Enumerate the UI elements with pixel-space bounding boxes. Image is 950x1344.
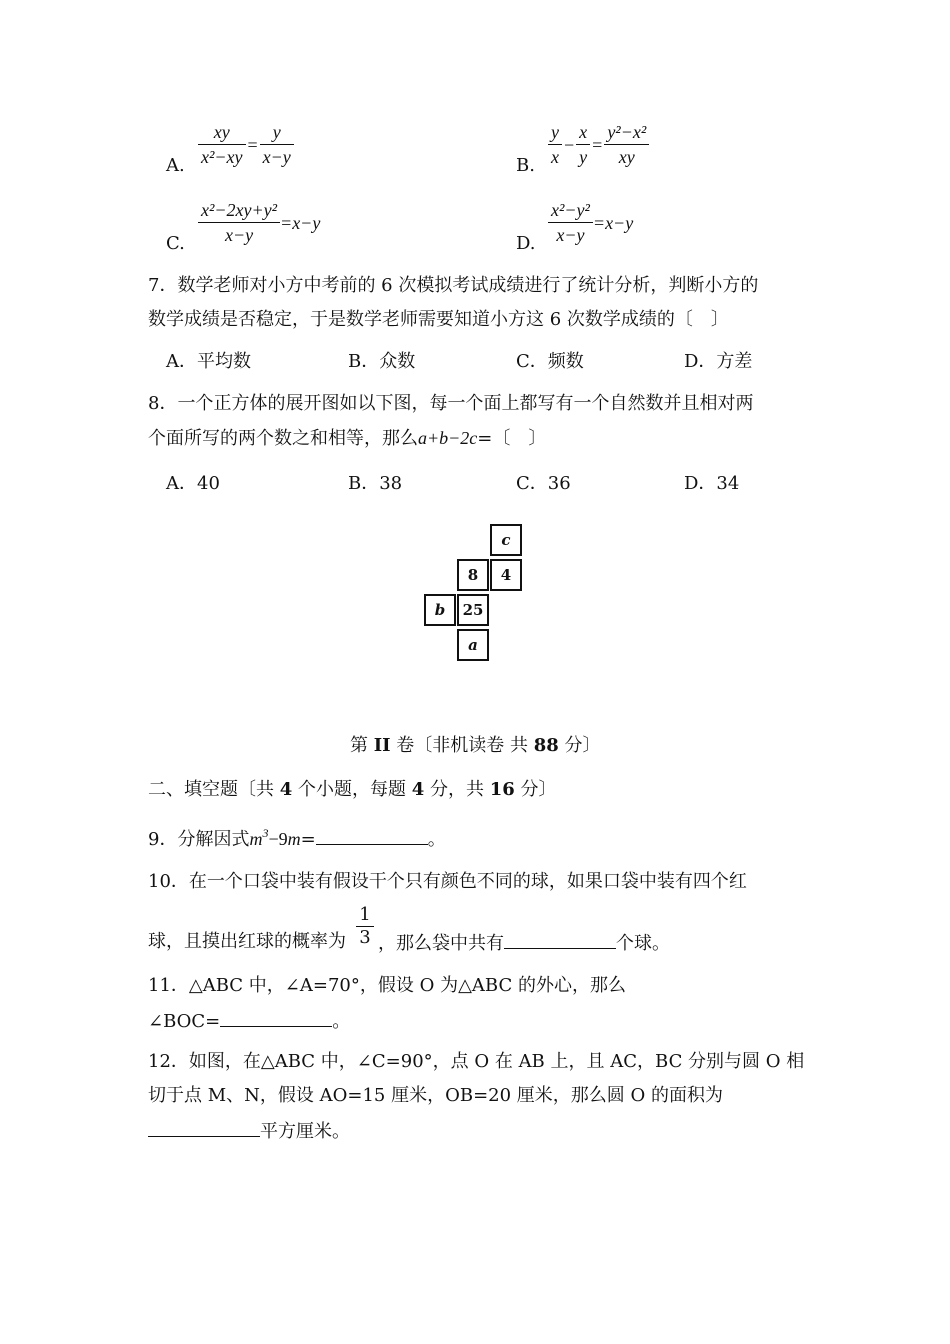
net-cell-c: c bbox=[490, 524, 522, 556]
q12-line1: 12．如图，在△ABC 中，∠C=90°，点 O 在 AB 上，且 AC，BC 分别与圆 O 相 bbox=[148, 1051, 805, 1072]
net-cell-25: 25 bbox=[457, 594, 489, 626]
q8-line2: 个面所写的两个数之和相等，那么a+b−2c=〔 〕 bbox=[148, 428, 547, 449]
q11-line1: 11．△ABC 中，∠A=70°，假设 O 为△ABC 的外心，那么 bbox=[148, 975, 626, 996]
q9: 9．分解因式$m^3-9m=$ 。 bbox=[148, 826, 446, 850]
net-cell-8: 8 bbox=[457, 559, 489, 591]
net-cell-b: b bbox=[424, 594, 456, 626]
q9-expression: $m^3-9m$ bbox=[249, 826, 301, 849]
net-cell-a: a bbox=[457, 629, 489, 661]
q6-a-equation: $\frac{xy}{\text{x²−xy}}$ = $\frac{y}{x-y}$ bbox=[198, 120, 294, 169]
q12-line3: 平方厘米。 bbox=[148, 1118, 350, 1144]
q10-line2: 球，且摸出红球的概率为 bbox=[148, 931, 346, 952]
q12-answer-blank[interactable] bbox=[148, 1118, 260, 1137]
q10-probability-fraction: 1 3 bbox=[356, 904, 374, 949]
q8-option-d: D．34 bbox=[684, 473, 740, 494]
q7-option-a: A．平均数 bbox=[166, 351, 251, 372]
q8-option-b: B．38 bbox=[348, 473, 403, 494]
q11-line2: ∠BOC= 。 bbox=[148, 1008, 350, 1034]
q9-answer-blank[interactable] bbox=[316, 826, 428, 845]
q8-option-a: A．40 bbox=[166, 473, 220, 494]
q10-answer-blank[interactable] bbox=[504, 930, 616, 949]
section-2-title: 第 II 卷〔非机读卷 共 88 分〕 bbox=[350, 735, 601, 756]
q7-line1: 7．数学老师对小方中考前的 6 次模拟考试成绩进行了统计分析，判断小方的 bbox=[148, 275, 759, 296]
q7-line2: 数学成绩是否稳定，于是数学老师需要知道小方这 6 次数学成绩的〔 〕 bbox=[148, 309, 729, 330]
q6-d-equation: $\frac{\text{x²−y²}}{x-y}$ =x−y bbox=[548, 198, 633, 247]
q6-c-equation: $\frac{\text{x²−2xy+y²}}{x-y}$ =x−y bbox=[198, 198, 320, 247]
q7-option-c: C．频数 bbox=[516, 351, 584, 372]
q10-line1: 10．在一个口袋中装有假设干个只有颜色不同的球，如果口袋中装有四个红 bbox=[148, 871, 747, 892]
fill-blank-heading: 二、填空题〔共 4 个小题，每题 4 分，共 16 分〕 bbox=[148, 779, 557, 800]
net-cell-4: 4 bbox=[490, 559, 522, 591]
q8-expression: a+b−2c bbox=[418, 428, 478, 448]
q10-line2-rest: ，那么袋中共有 个球。 bbox=[378, 930, 670, 956]
q12-line2: 切于点 M、N，假设 AO=15 厘米，OB=20 厘米，那么圆 O 的面积为 bbox=[148, 1085, 723, 1106]
q11-answer-blank[interactable] bbox=[220, 1008, 332, 1027]
q8-option-c: C．36 bbox=[516, 473, 571, 494]
cube-net-figure bbox=[422, 524, 526, 666]
q7-option-b: B．众数 bbox=[348, 351, 416, 372]
q7-option-d: D．方差 bbox=[684, 351, 753, 372]
q8-line1: 8．一个正方体的展开图如以下图，每一个面上都写有一个自然数并且相对两 bbox=[148, 393, 754, 414]
q6-b-equation: $\frac{y}{x}$ − $\frac{x}{y}$ = $\frac{\text{y²−x²}}{xy}$ bbox=[548, 120, 649, 169]
